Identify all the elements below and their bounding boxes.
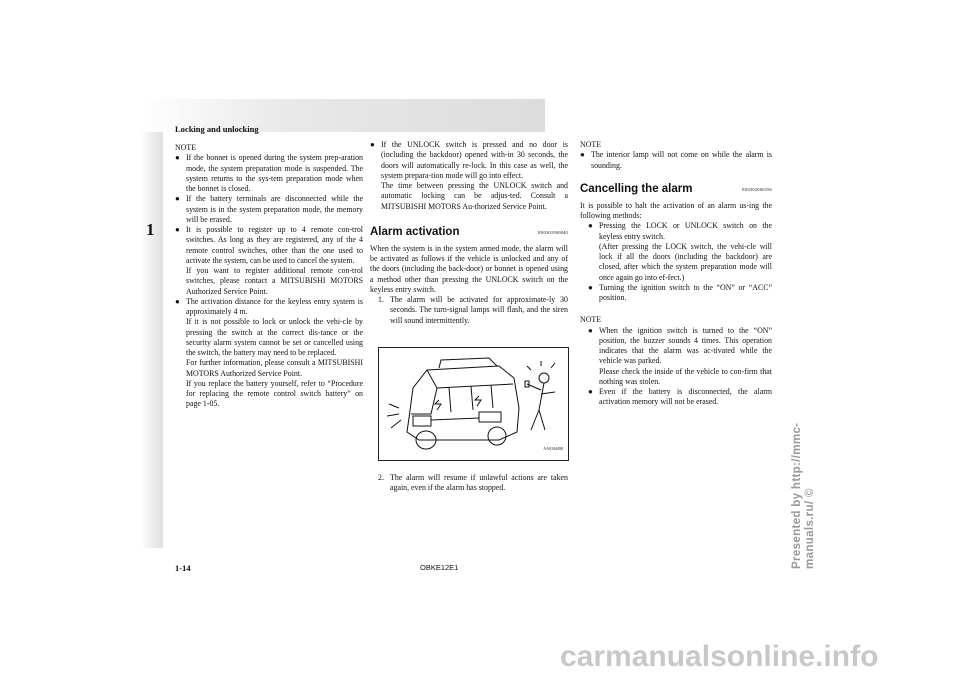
body-text: It is possible to halt the activation of an alarm us-ing the following methods: — [580, 200, 772, 220]
document-code: OBKE12E1 — [420, 563, 459, 572]
note-text: If the UNLOCK switch is pressed and no door is (including the backdoor) opened with-in 30 seconds, the doors will automatically re-lock. In this case as well, the system prepara-tion mode will go into effect. The time between pressing the UNLOCK switch and automatic locking can be adjus-ted. Consult a MITSUBISHI MOTORS Au-thorized Service Point. — [381, 140, 568, 211]
bullet-icon: ● — [175, 194, 180, 204]
note-text: If the battery terminals are disconnected while the system is in the system preparation mode, the memory will be erased. — [186, 194, 363, 224]
note-item — [588, 326, 772, 388]
note-label: NOTE — [175, 143, 197, 152]
chapter-number: 1 — [146, 220, 155, 239]
bullet-icon: ● — [175, 225, 180, 234]
step-number: 2. — [378, 472, 384, 482]
section-header-title: Locking and unlocking — [175, 124, 259, 134]
section-heading-cancelling-alarm — [580, 182, 772, 196]
note-item — [175, 297, 363, 410]
section-heading-alarm-activation — [370, 225, 568, 239]
bullet-icon: ● — [588, 282, 593, 292]
note-label: NOTE — [580, 315, 602, 325]
note-item — [370, 140, 568, 212]
method-text: Turning the ignition switch to the “ON” or “ACC” position. — [599, 282, 772, 302]
numbered-step — [370, 295, 568, 326]
page-number: 1-14 — [175, 563, 191, 573]
note-item — [175, 225, 363, 297]
note-text: Even if the battery is disconnected, the alarm activation memory will not be erased. — [599, 387, 772, 407]
note-item — [175, 194, 363, 225]
method-text: Pressing the LOCK or UNLOCK switch on the keyless entry switch. (After pressing the LOCK switch, the vehi-cle will lock if all the doors (including the backdoor) are closed, after which the system preparation mode will once again go into ef-fect.) — [599, 221, 772, 282]
car-alarm-icon — [379, 348, 568, 460]
section-code: E00302000356 — [742, 186, 772, 192]
side-watermark: Presented by http://mmc-manuals.ru/ © — [790, 422, 816, 569]
note-text: The activation distance for the keyless entry system is approximately 4 m. If it is not possible to lock or unlock the vehi-cle by pressing the switch at the correct dis-tance or the security alarm system cannot be set or cancelled using the switch, the battery may need to be replaced. For further information, please consult a MITSUBISHI MOTORS Authorized Service Point. If you replace the battery yourself, refer to “Procedure for replacing the remote control switch battery” on page 1-05. — [186, 296, 363, 409]
chapter-tab — [141, 132, 163, 548]
note-text: It is possible to register up to 4 remote con-trol switches. As long as they are registered, any of the 4 remote control switches, other than the one used to activate the system, can be used to cancel the system. If you want to register additional remote con-trol switches, please contact a MITSUBISHI MOTORS Authorized Service Point. — [186, 225, 363, 296]
note-item — [588, 387, 772, 408]
note-label: NOTE — [580, 140, 602, 149]
note-item — [580, 150, 772, 171]
car-alarm-illustration — [378, 347, 569, 461]
note-text: When the ignition switch is turned to the “ON” position, the buzzer sounds 4 times. This operation indicates that the alarm was ac-tivated while the vehicle was parked. Please check the inside of the vehicle to con-firm that nothing was stolen. — [599, 325, 772, 386]
method-item — [588, 221, 772, 283]
bullet-icon: ● — [588, 221, 593, 231]
bullet-icon: ● — [580, 150, 585, 160]
step-number: 1. — [378, 295, 384, 304]
section-title: Cancelling the alarm — [580, 182, 693, 195]
bullet-icon: ● — [588, 325, 593, 335]
section-code: E00301900040 — [538, 229, 568, 235]
section-title: Alarm activation — [370, 225, 460, 238]
method-item — [588, 283, 772, 304]
body-text: When the system is in the system armed mode, the alarm will be activated as follows if the vehicle is unlocked and any of the doors (including the back-door) or bonnet is opened using a method other than pressing the UNLOCK switch on the keyless entry switch. — [370, 243, 568, 294]
column-1 — [175, 143, 363, 410]
bullet-icon: ● — [588, 387, 593, 396]
bullet-icon: ● — [175, 153, 180, 163]
note-text: The interior lamp will not come on while the alarm is sounding. — [591, 150, 772, 170]
bottom-watermark: carmanualsonline.info — [560, 640, 879, 673]
step-text: The alarm will resume if unlawful actions are taken again, even if the alarm has stopped. — [390, 472, 568, 492]
note-item — [175, 153, 363, 194]
numbered-step — [370, 473, 568, 494]
illustration-code: AA0104498 — [543, 445, 563, 451]
step-text: The alarm will be activated for approximate-ly 30 seconds. The turn-signal lamps will flash, and the siren will sound intermittently. — [390, 295, 568, 325]
column-3 — [580, 140, 772, 408]
column-2 — [370, 140, 568, 493]
bullet-icon: ● — [175, 296, 180, 306]
bullet-icon: ● — [370, 140, 375, 149]
note-text: If the bonnet is opened during the system prep-aration mode, the system preparation mode is suspended. The system returns to the sys-tem preparation mode when the bonnet is closed. — [186, 153, 363, 193]
